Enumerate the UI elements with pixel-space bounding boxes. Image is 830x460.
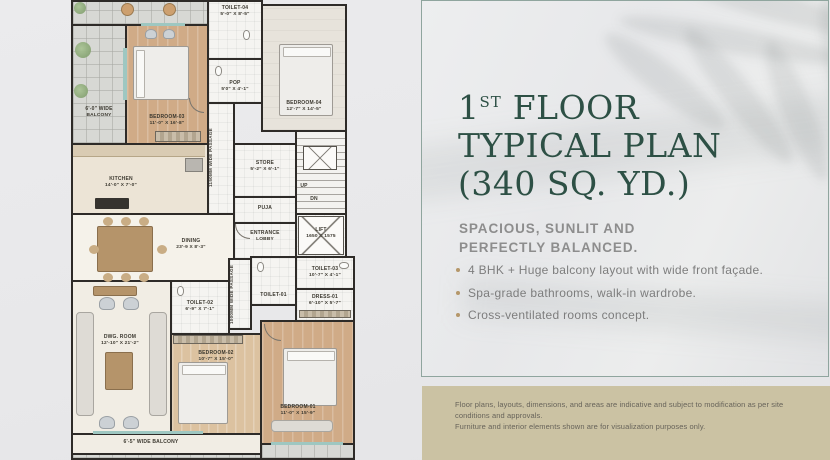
label-dress-01: DRESS-01 6'-10" X 5'-7" [308,294,342,306]
feature-text: Cross-ventilated rooms concept. [468,308,650,322]
armchair [99,297,115,310]
subtitle-line-1: SPACIOUS, SUNLIT AND [459,221,636,236]
window-glass [93,431,203,434]
label-pop: POP 5'0" X 4'-1" [221,80,249,92]
label-up: UP [300,183,308,189]
subtitle [459,219,638,257]
disclaimer [422,386,830,460]
toilet-fixture [243,30,250,40]
label-toilet-01: TOILET-01 [260,292,287,298]
toilet-fixture [257,262,264,272]
armchair [123,297,139,310]
room-staircase [295,130,347,215]
pillow [283,47,331,57]
label-entrance-lobby: ENTRANCE LOBBY [250,230,280,242]
wardrobe [173,335,243,344]
dress-wardrobe [299,310,351,318]
feature-list [456,263,763,331]
label-balcony-left: 6'-0" WIDE BALCONY [85,106,113,118]
toilet-fixture [215,66,222,76]
bullet-icon [456,313,460,317]
feature-item [456,308,763,322]
label-lift: LIFT 1650 X 1575 [306,227,336,239]
bench [271,420,333,432]
stair-void [303,146,337,170]
page-title [458,83,721,203]
wardrobe [155,131,201,142]
label-passage-1: 1150MM WIDE PASSAGE [208,128,213,188]
window-glass [141,23,185,26]
label-puja: PUJA [257,205,273,211]
feature-text: Spa-grade bathrooms, walk-in wardrobe. [468,285,697,300]
label-bedroom-04: BEDROOM-04 12'-7" X 14'-5" [286,100,322,112]
room-balcony-strip-2 [260,443,355,460]
label-toilet-03: TOILET-03 10'-7" X 4'-1" [308,266,342,278]
title-line-3: (340 SQ. YD.) [458,164,691,203]
pillow [182,365,226,375]
label-bedroom-02: BEDROOM-02 10'-7" X 15'-0" [198,350,234,362]
label-bedroom-03: BEDROOM-03 11'-0" X 16'-8" [149,114,185,126]
kitchen-counter [73,145,205,157]
armchair [99,416,115,429]
label-dn: DN [310,196,318,202]
fridge [185,158,203,172]
label-bedroom-01: BEDROOM-01 11'-0" X 15'-9" [280,404,316,416]
feature-item [456,263,763,277]
ordinal-superscript: ST [479,93,502,111]
plant [74,84,88,98]
armchair [123,416,139,429]
pillow [136,50,145,98]
dining-table [97,226,153,272]
bullet-icon [456,268,460,272]
subtitle-line-2: PERFECTLY BALANCED. [459,240,639,255]
plant [74,2,86,14]
title-line-1: 1ST FLOOR [458,88,640,127]
armchair [145,29,157,39]
cooktop [95,198,129,209]
label-toilet-02: TOILET-02 6'-9" X 7'-1" [185,300,215,312]
armchair [163,29,175,39]
toilet-fixture [177,286,184,296]
label-dining: DINING 23'-9 X 8'-3" [176,238,206,250]
label-kitchen: KITCHEN 14'-0" X 7'-0" [104,176,138,188]
info-panel [421,0,829,377]
label-store: STORE 5'-2" X 6'-1" [250,160,280,172]
pillow [287,351,335,361]
window-glass [271,442,343,445]
window-glass [123,48,127,100]
sofa [76,312,94,416]
disclaimer-line-1: Floor plans, layouts, dimensions, and areas are indicative and subject to modification as per site conditions and approvals. [455,400,784,420]
patio-table [163,3,176,16]
label-toilet-04: TOILET-04 5'-0" X 8'-5" [220,5,250,17]
dining-chairs [103,217,113,226]
plant [75,42,91,58]
feature-text: 4 BHK + Huge balcony layout with wide front façade. [468,263,764,277]
feature-item [456,286,763,300]
bed-bedroom-02 [178,362,228,424]
label-balcony-bottom: 6'-5" WIDE BALCONY [123,439,179,445]
patio-table [121,3,134,16]
disclaimer-line-2: Furniture and interior elements shown are for visualization purposes only. [455,422,706,431]
bed-bedroom-01 [283,348,337,406]
console-table [93,286,137,296]
label-passage-2: 1000MM WIDE PASSAGE [229,264,234,324]
floor-plan [57,0,369,460]
center-table [105,352,133,390]
bed-bedroom-03 [133,46,189,100]
sofa [149,312,167,416]
bullet-icon [456,291,460,295]
title-line-2: TYPICAL PLAN [458,126,722,165]
label-dwg-room: DWG. ROOM 12'-10" X 21'-2" [101,334,139,346]
